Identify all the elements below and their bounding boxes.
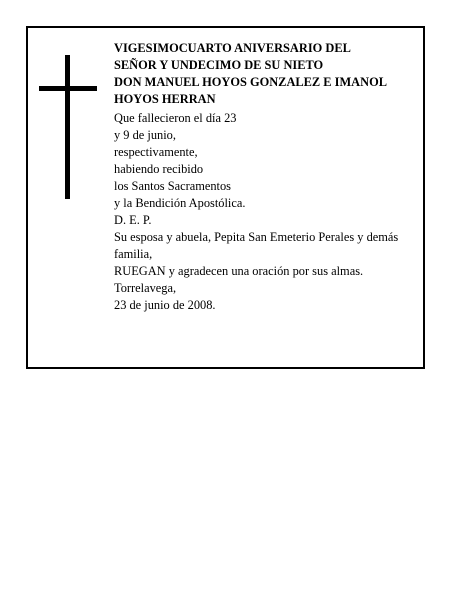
family-line: Su esposa y abuela, Pepita San Emeterio Perales y demás familia,: [114, 230, 399, 261]
latin-cross-icon: [39, 55, 97, 199]
title-line: HOYOS HERRAN: [114, 92, 216, 106]
cross-vertical-bar: [65, 55, 70, 199]
obituary-notice: [26, 26, 425, 369]
cross-horizontal-bar: [39, 86, 97, 91]
sacraments-line: los Santos Sacramentos: [114, 179, 232, 193]
notice-text-block: [114, 40, 420, 314]
respectively-line: respectivamente,: [114, 145, 198, 159]
death-dates-line: Que fallecieron el día 23: [114, 111, 237, 125]
prayer-request-line: RUEGAN y agradecen una oración por sus almas.: [114, 264, 364, 278]
death-dates-line: y 9 de junio,: [114, 128, 176, 142]
date-line: 23 de junio de 2008.: [114, 298, 216, 312]
sacraments-line: habiendo recibido: [114, 162, 204, 176]
title-line: DON MANUEL HOYOS GONZALEZ E IMANOL: [114, 75, 387, 89]
blessing-line: y la Bendición Apostólica.: [114, 196, 246, 210]
notice-title: [114, 40, 420, 108]
place-line: Torrelavega,: [114, 281, 177, 295]
title-line: SEÑOR Y UNDECIMO DE SU NIETO: [114, 58, 324, 72]
rip-line: D. E. P.: [114, 213, 152, 227]
title-line: VIGESIMOCUARTO ANIVERSARIO DEL: [114, 41, 351, 55]
